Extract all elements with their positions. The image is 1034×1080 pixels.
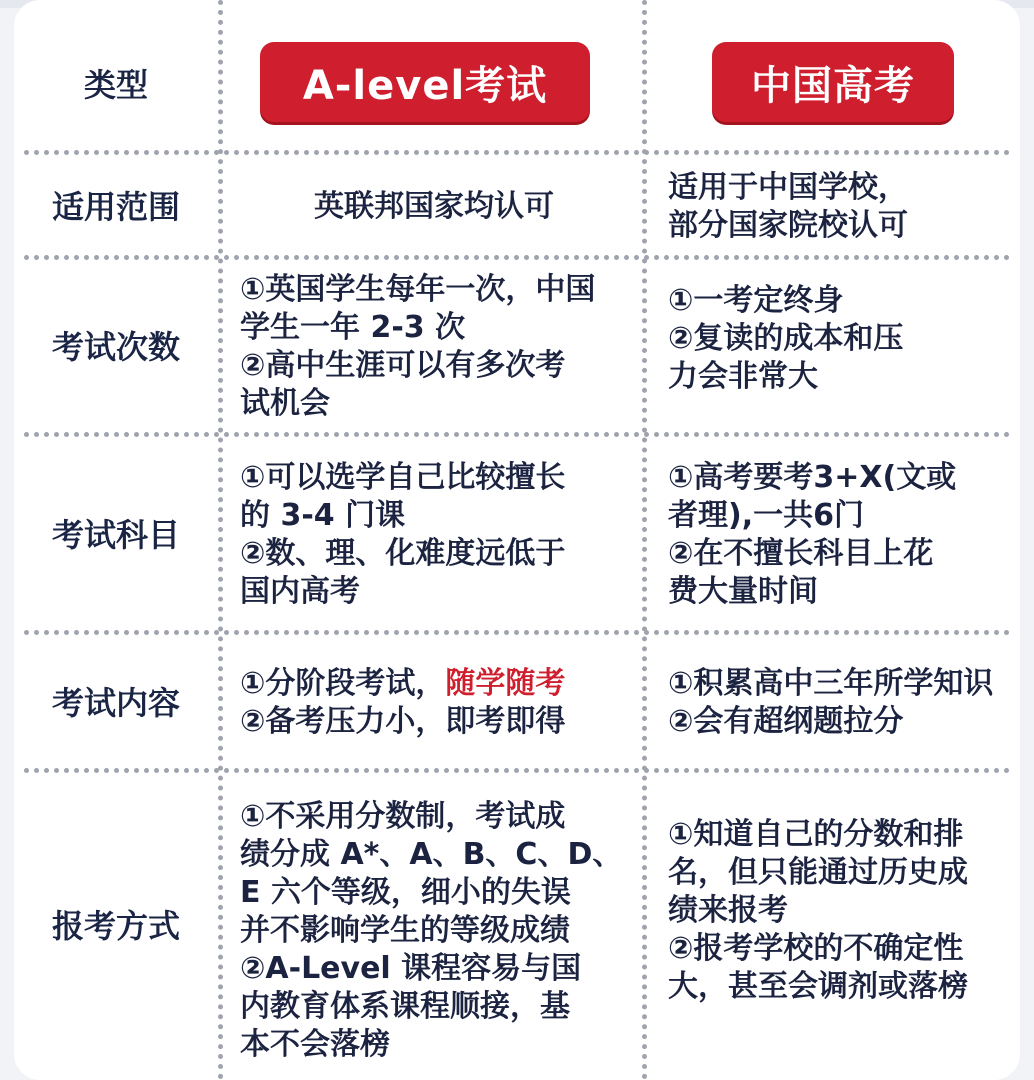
cell-text: ①英国学生每年一次，中国 学生一年 2-3 次 <box>240 272 596 345</box>
row-divider <box>24 255 1010 260</box>
comparison-table <box>14 0 1020 1080</box>
column-header-gaokao: 中国高考 <box>712 42 954 122</box>
cell-text-prefix: ①分阶段考试， <box>240 666 446 701</box>
cell-alevel-subjects <box>240 440 640 630</box>
row-divider <box>24 432 1010 437</box>
cell-text: ②数、理、化难度远低于 国内高考 <box>240 536 566 609</box>
column-header-alevel: A-level考试 <box>260 42 590 122</box>
cell-alevel-frequency <box>240 262 640 432</box>
cell-text: ①不采用分数制，考试成 绩分成 A*、A、B、C、D、 E 六个等级，细小的失误 并不影响学生的等级成绩 <box>240 799 623 948</box>
cell-text: ②在不擅长科目上花 费大量时间 <box>668 536 934 609</box>
row-divider <box>24 150 1010 155</box>
column-divider <box>218 0 223 1080</box>
row-divider <box>24 630 1010 635</box>
cell-text: ②会有超纲题拉分 <box>668 704 904 739</box>
comparison-card <box>14 0 1020 1080</box>
highlight-text: 随学随考 <box>445 666 566 701</box>
cell-text: ②报考学校的不确定性 大，甚至会调剂或落榜 <box>668 931 968 1004</box>
cell-text: ①一考定终身 <box>668 283 844 318</box>
cell-text: ①积累高中三年所学知识 <box>668 666 994 701</box>
cell-gaokao-scope <box>668 158 1008 255</box>
cell-alevel-scope <box>226 158 642 255</box>
column-divider <box>642 0 647 1080</box>
row-divider <box>24 768 1010 773</box>
row-label-scope: 适用范围 <box>51 187 180 226</box>
cell-gaokao-frequency <box>668 262 1008 432</box>
cell-text-line <box>240 665 565 703</box>
row-label-frequency: 考试次数 <box>51 328 180 366</box>
cell-text: ②A-Level 课程容易与国 内教育体系课程顺接，基 本不会落榜 <box>240 951 582 1062</box>
cell-text: ②复读的成本和压 力会非常大 <box>668 321 904 394</box>
cell-text: ②高中生涯可以有多次考 试机会 <box>240 348 566 421</box>
cell-alevel-application <box>240 776 640 1060</box>
cell-alevel-content <box>240 638 640 768</box>
cell-gaokao-content <box>668 638 1008 768</box>
cell-text: ①可以选学自己比较擅长 的 3-4 门课 <box>240 460 566 533</box>
cell-text: 适用于中国学校， 部分国家院校认可 <box>668 169 908 243</box>
row-label-application: 报考方式 <box>51 907 180 945</box>
cell-text: ①高考要考3+X(文或 者理),一共6门 <box>668 460 957 533</box>
cell-text: ②备考压力小，即考即得 <box>240 704 566 739</box>
cell-text: 英联邦国家均认可 <box>314 188 554 224</box>
cell-gaokao-application <box>668 776 1008 1060</box>
cell-gaokao-subjects <box>668 440 1008 630</box>
row-label-content: 考试内容 <box>51 684 180 722</box>
row-label-subjects: 考试科目 <box>51 516 180 554</box>
header-type-label: 类型 <box>83 66 148 104</box>
cell-text: ①知道自己的分数和排 名，但只能通过历史成 绩来报考 <box>668 817 968 928</box>
